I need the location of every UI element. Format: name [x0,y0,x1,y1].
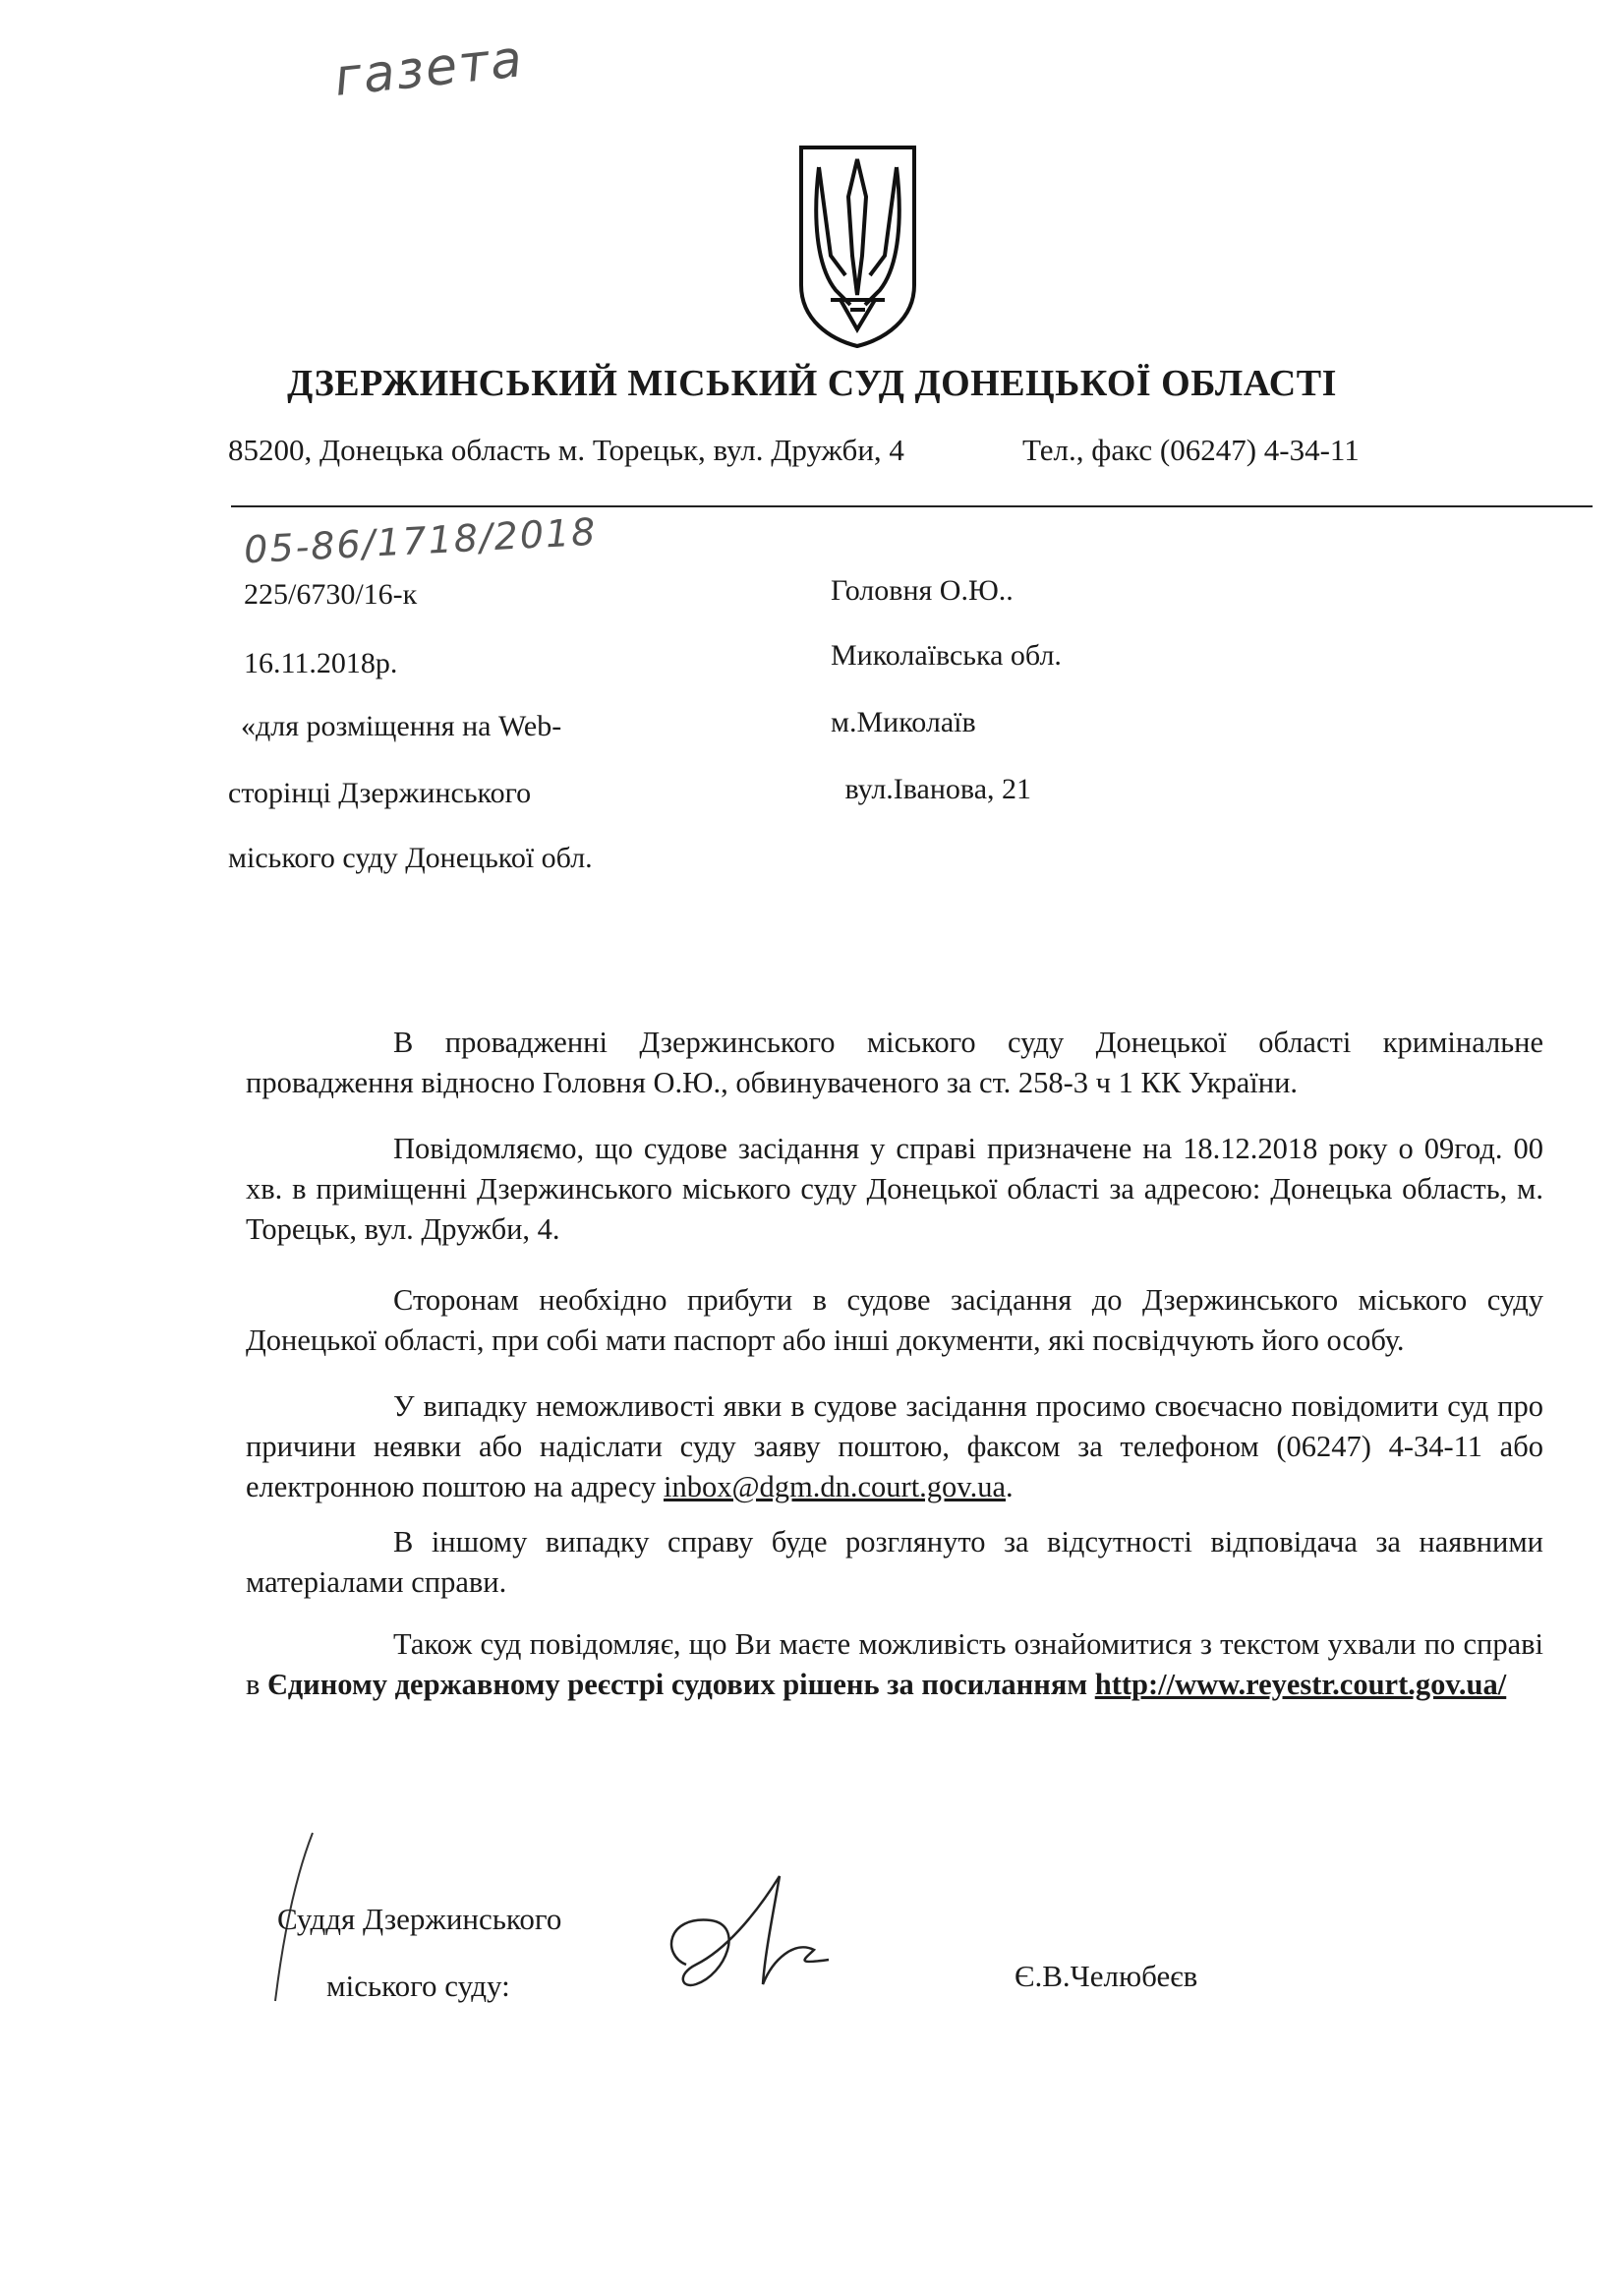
body-paragraph [246,1386,1543,1507]
outgoing-date: 16.11.2018р. [244,647,398,679]
court-name: ДЗЕРЖИНСЬКИЙ МІСЬКИЙ СУД ДОНЕЦЬКОЇ ОБЛАСТІ [287,363,1337,404]
judge-name: Є.В.Челюбеєв [1015,1959,1198,1993]
body-paragraph [246,1624,1543,1705]
recipient-line: вул.Іванова, 21 [838,773,1032,805]
body-text: Також суд повідомляє, що Ви маєте можливість ознайомитися з текстом ухвали по справі в [246,1627,1543,1701]
body-paragraph: Сторонам необхідно прибути в судове засідання до Дзержинського міського суду Донецької області, при собі мати паспорт або інші документи, які посвідчують його особу. [246,1283,1543,1357]
handwritten-reference: 05-86/1718/2018 [243,509,599,572]
body-paragraph: В провадженні Дзержинського міського суду Донецької області кримінальне провадження відносно Головня О.Ю., обвинуваченого за ст. 258-3 ч 1 КК України. [246,1026,1543,1099]
registry-text: Єдиному державному реєстрі судових рішень за посиланням [267,1668,1088,1701]
recipient-line: м.Миколаїв [831,706,976,738]
outgoing-number: 225/6730/16-к [244,578,418,611]
publication-note-line: сторінці Дзержинського [228,777,532,809]
body-text: У випадку неможливості явки в судове засідання просимо своєчасно повідомити суд про причини неявки або надіслати суду заяву поштою, факсом за телефоном (06247) 4-34-11 або електронною поштою на адресу [246,1389,1543,1503]
body-text: . [1005,1470,1014,1503]
recipient-line: Миколаївська обл. [831,639,1062,672]
publication-note-line: міського суду Донецької обл. [228,842,593,874]
recipient-line: Головня О.Ю.. [831,574,1014,607]
body-paragraph: Повідомляємо, що судове засідання у справі призначене на 18.12.2018 року о 09год. 00 хв. в приміщенні Дзержинського міського суду Донецької області за адресою: Донецька область, м. Торецьк, вул. Дружби, 4. [246,1132,1543,1246]
court-phone: Тел., факс (06247) 4-34-11 [1022,433,1360,467]
handwritten-note: газета [331,29,527,108]
judge-title: міського суду: [326,1969,510,2003]
publication-note-line: «для розміщення на Web- [241,710,562,742]
header-divider [231,505,1593,507]
email-link[interactable]: inbox@dgm.dn.court.gov.ua [663,1470,1006,1503]
handwritten-signature [657,1866,843,2009]
registry-link[interactable]: http://www.reyestr.court.gov.ua/ [1094,1668,1507,1701]
body-paragraph: В іншому випадку справу буде розглянуто за відсутності відповідача за наявними матеріалами справи. [246,1525,1543,1599]
judge-title: Суддя Дзержинського [277,1902,562,1936]
court-address: 85200, Донецька область м. Торецьк, вул. Дружби, 4 [228,433,904,467]
trident-emblem [791,138,924,349]
